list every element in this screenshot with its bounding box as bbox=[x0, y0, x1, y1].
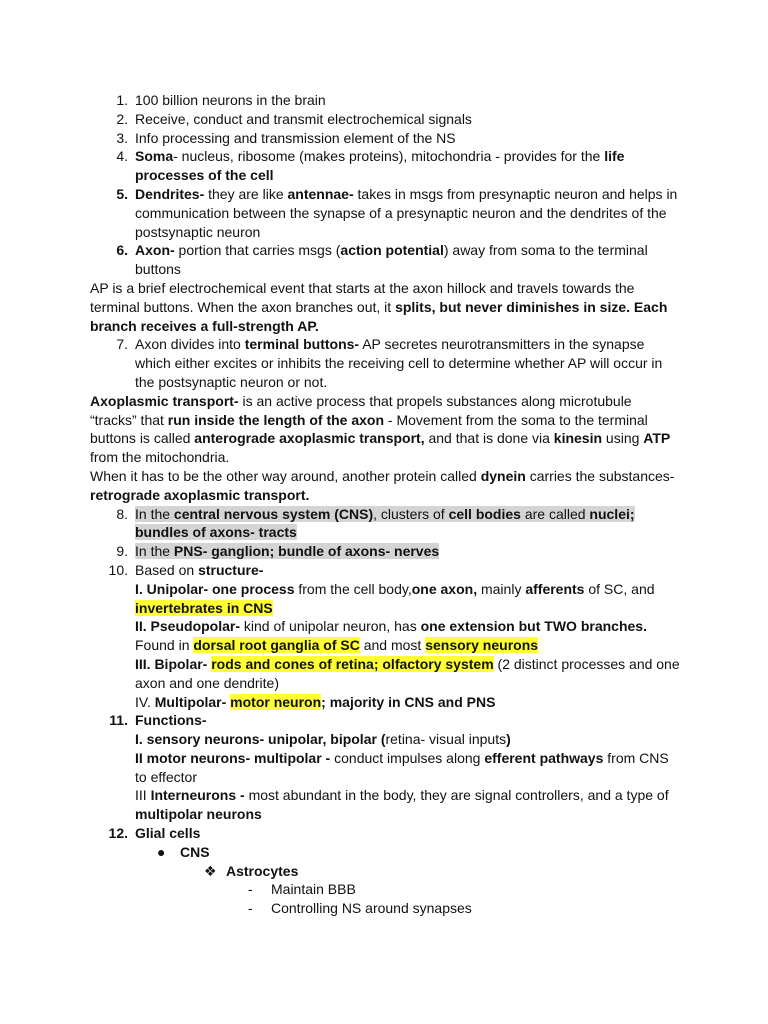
list-number: 11. bbox=[109, 712, 128, 729]
list-item-1 bbox=[90, 91, 680, 110]
list-item-5 bbox=[90, 185, 680, 241]
list-number: 6. bbox=[116, 242, 128, 259]
glial-cns-item bbox=[157, 843, 680, 862]
list-item-10 bbox=[90, 561, 680, 711]
list-number: 1. bbox=[116, 92, 128, 108]
list-text: Dendrites- they are like antennae- takes in msgs from presynaptic neuron and helps in communication between the synapse of a presynaptic neuron and the dendrites of the postsynaptic neuron bbox=[135, 185, 678, 240]
list-item-4 bbox=[90, 147, 680, 185]
unipolar-line: I. Unipolar- one process from the cell body,one axon, mainly afferents of SC, and invertebrates in CNS bbox=[135, 580, 655, 616]
list-number: 12. bbox=[108, 825, 128, 842]
astro-detail-1 bbox=[248, 880, 680, 899]
action-potential-paragraph: AP is a brief electrochemical event that starts at the axon hillock and travels towards the terminal buttons. When the axon branches out, it splits, but never diminishes in size. Each branch receives a full-strength AP. bbox=[90, 279, 668, 334]
list-text: Axon- portion that carries msgs (action potential) away from soma to the terminal buttons bbox=[135, 242, 648, 278]
astrocytes-label: Astrocytes bbox=[226, 862, 299, 879]
bullet-icon: ● bbox=[157, 843, 166, 860]
astro-detail-text: Controlling NS around synapses bbox=[271, 900, 472, 917]
pseudopolar-line: II. Pseudopolar- kind of unipolar neuron, has one extension but TWO branches. Found in dorsal root ganglia of SC and most sensory neurons bbox=[135, 618, 647, 654]
list-number: 10. bbox=[108, 561, 128, 578]
list-item-9 bbox=[90, 542, 680, 561]
sensory-line: I. sensory neurons- unipolar, bipolar (retina- visual inputs) bbox=[135, 731, 511, 748]
document-page bbox=[90, 91, 680, 918]
interneuron-line: III Interneurons - most abundant in the body, they are signal controllers, and a type of multipolar neurons bbox=[135, 787, 669, 823]
multipolar-line: IV. Multipolar- motor neuron; majority in CNS and PNS bbox=[135, 693, 496, 710]
list-text: In the PNS- ganglion; bundle of axons- nerves bbox=[135, 543, 440, 560]
list-text: Glial cells bbox=[135, 825, 201, 842]
list-text: Axon divides into terminal buttons- AP secretes neurotransmitters in the synapse which either excites or inhibits the receiving cell to determine whether AP will occur in the postsynaptic neuron or not. bbox=[135, 336, 663, 390]
list-number: 8. bbox=[116, 505, 128, 522]
list-text: Receive, conduct and transmit electrochemical signals bbox=[135, 110, 472, 127]
list-item-3 bbox=[90, 129, 680, 148]
list-item-11 bbox=[90, 711, 680, 824]
list-text: Info processing and transmission element of the NS bbox=[135, 129, 456, 146]
astrocytes-item bbox=[204, 862, 680, 881]
glial-cns-label: CNS bbox=[180, 843, 210, 860]
list-item-2 bbox=[90, 110, 680, 129]
list-item-7 bbox=[90, 335, 680, 391]
list-text: In the central nervous system (CNS), clusters of cell bodies are called nuclei; bundles of axons- tracts bbox=[135, 505, 635, 541]
list-text: Soma- nucleus, ribosome (makes proteins), mitochondria - provides for the life processes of the cell bbox=[135, 148, 625, 184]
list-number: 2. bbox=[116, 110, 128, 127]
diamond-bullet-icon: ❖ bbox=[204, 862, 217, 879]
list-number: 4. bbox=[116, 148, 128, 165]
retrograde-paragraph: When it has to be the other way around, another protein called dynein carries the substances- retrograde axoplasmic transport. bbox=[90, 467, 675, 503]
list-number: 5. bbox=[116, 185, 128, 202]
list-number: 3. bbox=[116, 129, 128, 146]
list-text: Based on structure- I. Unipolar- one process from the cell body,one axon, mainly afferents of SC, and invertebrates in CNS II. Pseudopolar- kind of unipolar neuron, has one extension but TWO branches. Found in dorsal root ganglia of SC and most sensory neurons III. Bipolar- rods and cones of retina; olfactory system (2 distinct processes and one axon and one dendrite) IV. Multipolar- motor neuron; majority in CNS and PNS bbox=[135, 561, 680, 710]
bipolar-line: III. Bipolar- rods and cones of retina; olfactory system (2 distinct processes and one axon and one dendrite) bbox=[135, 655, 680, 691]
dash-bullet-icon: - bbox=[248, 900, 253, 917]
list-text: 100 billion neurons in the brain bbox=[135, 92, 326, 108]
dash-bullet-icon: - bbox=[248, 881, 253, 898]
astro-detail-text: Maintain BBB bbox=[271, 881, 356, 898]
astro-detail-2 bbox=[248, 899, 680, 918]
axoplasmic-transport-paragraph: Axoplasmic transport- is an active process that propels substances along microtubule “tracks” that run inside the length of the axon - Movement from the soma to the terminal buttons is called anterograde axoplasmic transport, and that is done via kinesin using ATP from the mitochondria. bbox=[90, 392, 671, 466]
list-item-6 bbox=[90, 241, 680, 279]
list-number: 7. bbox=[116, 336, 128, 353]
motor-line: II motor neurons- multipolar - conduct impulses along efferent pathways from CNS to effector bbox=[135, 749, 669, 785]
list-text: Functions- I. sensory neurons- unipolar, bipolar (retina- visual inputs) II motor neurons- multipolar - conduct impulses along efferent pathways from CNS to effector III Interneurons - most abundant in the body, they are signal controllers, and a type of multipolar neurons bbox=[135, 712, 669, 823]
list-item-8 bbox=[90, 505, 680, 543]
list-number: 9. bbox=[116, 543, 128, 560]
list-item-12 bbox=[90, 824, 680, 843]
